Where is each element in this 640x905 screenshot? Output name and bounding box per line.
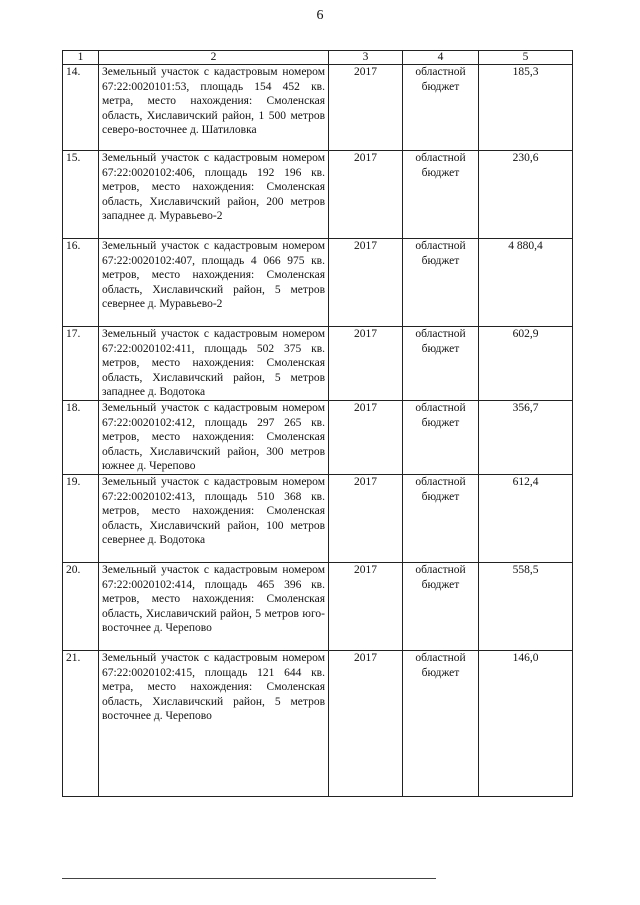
year-cell: 2017 xyxy=(329,475,403,563)
row-number: 15. xyxy=(63,151,99,239)
year-cell: 2017 xyxy=(329,151,403,239)
row-number: 19. xyxy=(63,475,99,563)
plot-description: Земельный участок с кадастровым номером 67:22:0020102:407, площадь 4 066 975 кв. метров, место нахождения: Смоленская область, Хиславичский район, 5 метров севернее д. Муравьево-2 xyxy=(99,239,329,327)
year-cell: 2017 xyxy=(329,651,403,797)
amount-cell: 356,7 xyxy=(479,401,573,475)
funding-source-cell: областной бюджет xyxy=(403,651,479,797)
page-number: 6 xyxy=(316,8,324,23)
plot-description: Земельный участок с кадастровым номером 67:22:0020102:415, площадь 121 644 кв. метра, место нахождения: Смоленская область, Хиславичский район, 5 метров восточнее д. Черепово xyxy=(99,651,329,797)
amount-cell: 602,9 xyxy=(479,327,573,401)
table-row xyxy=(63,401,573,475)
year-cell: 2017 xyxy=(329,239,403,327)
row-number: 16. xyxy=(63,239,99,327)
funding-source-cell: областной бюджет xyxy=(403,239,479,327)
column-header: 2 xyxy=(99,51,329,65)
funding-source-cell: областной бюджет xyxy=(403,475,479,563)
row-number: 17. xyxy=(63,327,99,401)
land-plots-table xyxy=(62,50,573,797)
plot-description: Земельный участок с кадастровым номером 67:22:0020102:413, площадь 510 368 кв. метров, место нахождения: Смоленская область, Хиславичский район, 100 метров севернее д. Водотока xyxy=(99,475,329,563)
column-header: 4 xyxy=(403,51,479,65)
table-row xyxy=(63,239,573,327)
table-row xyxy=(63,475,573,563)
table-row xyxy=(63,151,573,239)
year-cell: 2017 xyxy=(329,563,403,651)
plot-description: Земельный участок с кадастровым номером 67:22:0020101:53, площадь 154 452 кв. метра, место нахождения: Смоленская область, Хиславичский район, 1 500 метров северо-восточнее д. Шатиловка xyxy=(99,65,329,151)
year-cell: 2017 xyxy=(329,401,403,475)
row-number: 14. xyxy=(63,65,99,151)
table-row xyxy=(63,327,573,401)
funding-source-cell: областной бюджет xyxy=(403,327,479,401)
table-row xyxy=(63,65,573,151)
column-header: 5 xyxy=(479,51,573,65)
amount-cell: 558,5 xyxy=(479,563,573,651)
table-row xyxy=(63,651,573,797)
amount-cell: 230,6 xyxy=(479,151,573,239)
table-header-row xyxy=(63,51,573,65)
year-cell: 2017 xyxy=(329,327,403,401)
row-number: 20. xyxy=(63,563,99,651)
funding-source-cell: областной бюджет xyxy=(403,151,479,239)
amount-cell: 4 880,4 xyxy=(479,239,573,327)
column-header: 1 xyxy=(63,51,99,65)
plot-description: Земельный участок с кадастровым номером 67:22:0020102:411, площадь 502 375 кв. метров, место нахождения: Смоленская область, Хиславичский район, 5 метров западнее д. Водотока xyxy=(99,327,329,401)
row-number: 18. xyxy=(63,401,99,475)
funding-source-cell: областной бюджет xyxy=(403,401,479,475)
plot-description: Земельный участок с кадастровым номером 67:22:0020102:412, площадь 297 265 кв. метров, место нахождения: Смоленская область, Хиславичский район, 300 метров южнее д. Черепово xyxy=(99,401,329,475)
column-header: 3 xyxy=(329,51,403,65)
funding-source-cell: областной бюджет xyxy=(403,65,479,151)
amount-cell: 146,0 xyxy=(479,651,573,797)
plot-description: Земельный участок с кадастровым номером 67:22:0020102:414, площадь 465 396 кв. метров, место нахождения: Смоленская область, Хиславичский район, 5 метров юго-восточнее д. Черепово xyxy=(99,563,329,651)
year-cell: 2017 xyxy=(329,65,403,151)
amount-cell: 612,4 xyxy=(479,475,573,563)
amount-cell: 185,3 xyxy=(479,65,573,151)
footer-rule xyxy=(62,878,436,879)
plot-description: Земельный участок с кадастровым номером 67:22:0020102:406, площадь 192 196 кв. метров, место нахождения: Смоленская область, Хиславичский район, 200 метров западнее д. Муравьево-2 xyxy=(99,151,329,239)
funding-source-cell: областной бюджет xyxy=(403,563,479,651)
row-number: 21. xyxy=(63,651,99,797)
table-row xyxy=(63,563,573,651)
